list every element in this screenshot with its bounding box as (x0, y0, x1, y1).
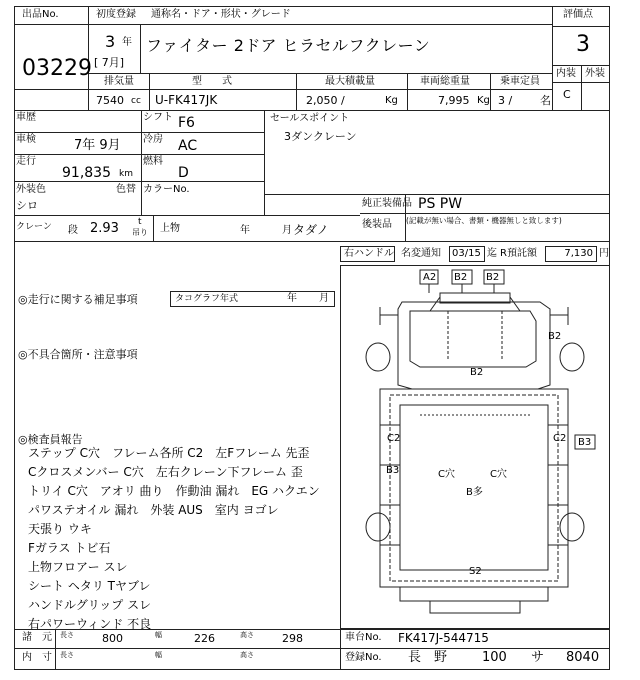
mileage-value: 91,835 (62, 165, 111, 181)
name-change-date: 03/15 (452, 248, 481, 259)
inspector-line: Cクロスメンバー C穴 左右クレーン下フレーム 歪 (28, 465, 303, 479)
inspection-value: 7年 9月 (74, 138, 121, 153)
inner-width-label: 幅 (155, 651, 162, 659)
lot-label: 出品No. (22, 9, 59, 20)
color-label: 外装色 (16, 184, 46, 195)
max-load-value: 2,050 / (306, 94, 345, 107)
crane-label: クレーン (16, 222, 52, 232)
genuine-equipment-value: PS PW (418, 196, 463, 212)
lot-number: 03229 (22, 56, 92, 81)
capacity-label: 乗車定員 (500, 76, 540, 87)
upper-maker: タダノ (293, 223, 329, 237)
max-load-label: 最大積載量 (325, 76, 375, 87)
fuel-value: D (178, 165, 189, 181)
fuel-label: 燃料 (143, 156, 163, 167)
driving-notes-label: ◎走行に関する補足事項 (18, 293, 138, 306)
diagram-label-b3-left: B3 (386, 465, 400, 476)
inspector-report-label: ◎検査員報告 (18, 433, 83, 446)
diagram-label-b3-right: B3 (578, 437, 592, 448)
first-registration-label: 初度登録 (96, 9, 136, 20)
inspector-line: トリイ C穴 アオリ 曲り 作動油 漏れ EG ハクエン (28, 484, 320, 498)
length-value: 800 (102, 632, 123, 645)
chassis-label: 車台No. (345, 632, 382, 643)
diagram-label-c2-right: C2 (553, 433, 567, 444)
registration-class: 100 (482, 650, 507, 665)
crane-hang-unit: 吊り (132, 228, 148, 237)
mileage-label: 走行 (16, 156, 36, 167)
tachograph-month-unit: 月 (319, 293, 329, 304)
car-name: ファイター 2ドア ヒラセルフクレーン (146, 36, 431, 55)
interior-label: 内装 (556, 68, 576, 79)
gvw-value: 7,995 (438, 94, 470, 107)
diagram-label-a2: A2 (423, 272, 437, 283)
inspector-line: 天張り ウキ (28, 522, 92, 536)
diagram-label-c-hole-left: C穴 (438, 469, 455, 480)
inspector-line: 上物フロアー スレ (28, 560, 128, 574)
color-value: シロ (16, 199, 38, 212)
displacement-label: 排気量 (104, 76, 134, 87)
upper-body-label: 上物 (160, 223, 180, 234)
capacity-unit: 名 (540, 94, 551, 107)
registration-number: 8040 (566, 650, 600, 665)
inspector-line: ハンドルグリップ スレ (28, 598, 152, 612)
inner-dimensions-label: 内 寸 (22, 652, 52, 663)
width-value: 226 (194, 632, 215, 645)
recycle-value: 7,130 (564, 248, 593, 259)
overall-grade: 3 (576, 32, 590, 57)
inner-length-label: 長さ (60, 651, 74, 659)
diagram-label-b2-cab: B2 (470, 367, 484, 378)
color-code-label: カラーNo. (143, 184, 190, 195)
diagram-label-b2-top1: B2 (454, 272, 468, 283)
history-label: 車歴 (16, 112, 36, 123)
interior-grade: C (563, 88, 571, 101)
name-change-tail: 迄 (487, 248, 497, 259)
inspection-label: 車検 (16, 134, 36, 145)
diagram-label-b2-right: B2 (548, 331, 562, 342)
displacement-unit: cc (131, 96, 141, 106)
gvw-unit: Kg (477, 95, 490, 106)
crane-stage-unit: 段 (68, 225, 78, 236)
displacement-value: 7540 (96, 94, 124, 107)
length-label: 長さ (60, 631, 74, 639)
genuine-equipment-label: 純正装備品 (362, 198, 412, 209)
upper-month-unit: 月 (282, 225, 292, 236)
first-registration-year: 3 (105, 32, 116, 51)
inspector-line: Fガラス トビ石 (28, 541, 111, 555)
gvw-label: 車両総重量 (420, 76, 470, 87)
car-name-label: 通称名・ドア・形状・グレード (151, 9, 291, 20)
exterior-label: 外装 (585, 68, 605, 79)
ac-value: AC (178, 138, 198, 154)
steering-text: 右ハンドル (344, 248, 394, 259)
recycle-label: R預託額 (500, 248, 537, 259)
inspector-line: ステップ C穴 フレーム各所 C2 左Fフレーム 先歪 (28, 446, 310, 460)
sales-point-value: 3ダンクレーン (284, 130, 357, 143)
crane-ton-unit: t (138, 217, 142, 227)
grade-label: 評価点 (563, 9, 593, 20)
mileage-unit: km (119, 169, 133, 179)
model-label: 型 式 (192, 76, 232, 87)
height-label: 高さ (240, 631, 254, 639)
color-change-label: 色替 (116, 184, 136, 195)
first-registration-month: [ 7月] (94, 56, 125, 69)
max-load-unit: Kg (385, 95, 398, 106)
registration-label: 登録No. (345, 652, 382, 663)
chassis-value: FK417J-544715 (398, 631, 489, 645)
tachograph-year-unit: 年 (287, 293, 297, 304)
height-value: 298 (282, 632, 303, 645)
registration-kana: サ (531, 650, 545, 665)
name-change-label: 名変通知 (401, 248, 441, 259)
capacity-value: 3 / (498, 94, 513, 107)
inspector-line: パワステオイル 漏れ 外装 AUS 室内 ヨゴレ (28, 503, 279, 517)
diagram-label-b2-top2: B2 (486, 272, 500, 283)
shift-value: F6 (178, 115, 195, 131)
aftermarket-note: (記載が無い場合、書類・機器無しと致します) (406, 216, 562, 225)
recycle-unit: 円 (599, 248, 609, 259)
inspector-line: 右パワーウィンド 不良 (28, 617, 152, 631)
tachograph-label: タコグラフ年式 (175, 294, 239, 304)
shift-label: シフト (143, 112, 173, 123)
crane-capacity: 2.93 (90, 221, 119, 236)
model-value: U-FK417JK (155, 93, 218, 107)
diagram-label-c-hole-right: C穴 (490, 469, 507, 480)
sales-point-label: セールスポイント (270, 113, 350, 124)
width-label: 幅 (155, 631, 162, 639)
diagram-label-b-many: B多 (466, 487, 483, 498)
diagram-label-s2: S2 (469, 566, 482, 577)
aftermarket-label: 後装品 (362, 219, 392, 230)
upper-year-unit: 年 (240, 225, 250, 236)
dimensions-label: 諸 元 (22, 632, 52, 643)
year-unit: 年 (122, 37, 132, 48)
ac-label: 冷房 (143, 134, 163, 145)
diagram-label-c2-left: C2 (387, 433, 401, 444)
inner-height-label: 高さ (240, 651, 254, 659)
inspector-line: シート ヘタリ Tヤブレ (28, 579, 151, 593)
defect-notes-label: ◎不具合箇所・注意事項 (18, 348, 138, 361)
registration-area: 長 野 (408, 650, 448, 665)
